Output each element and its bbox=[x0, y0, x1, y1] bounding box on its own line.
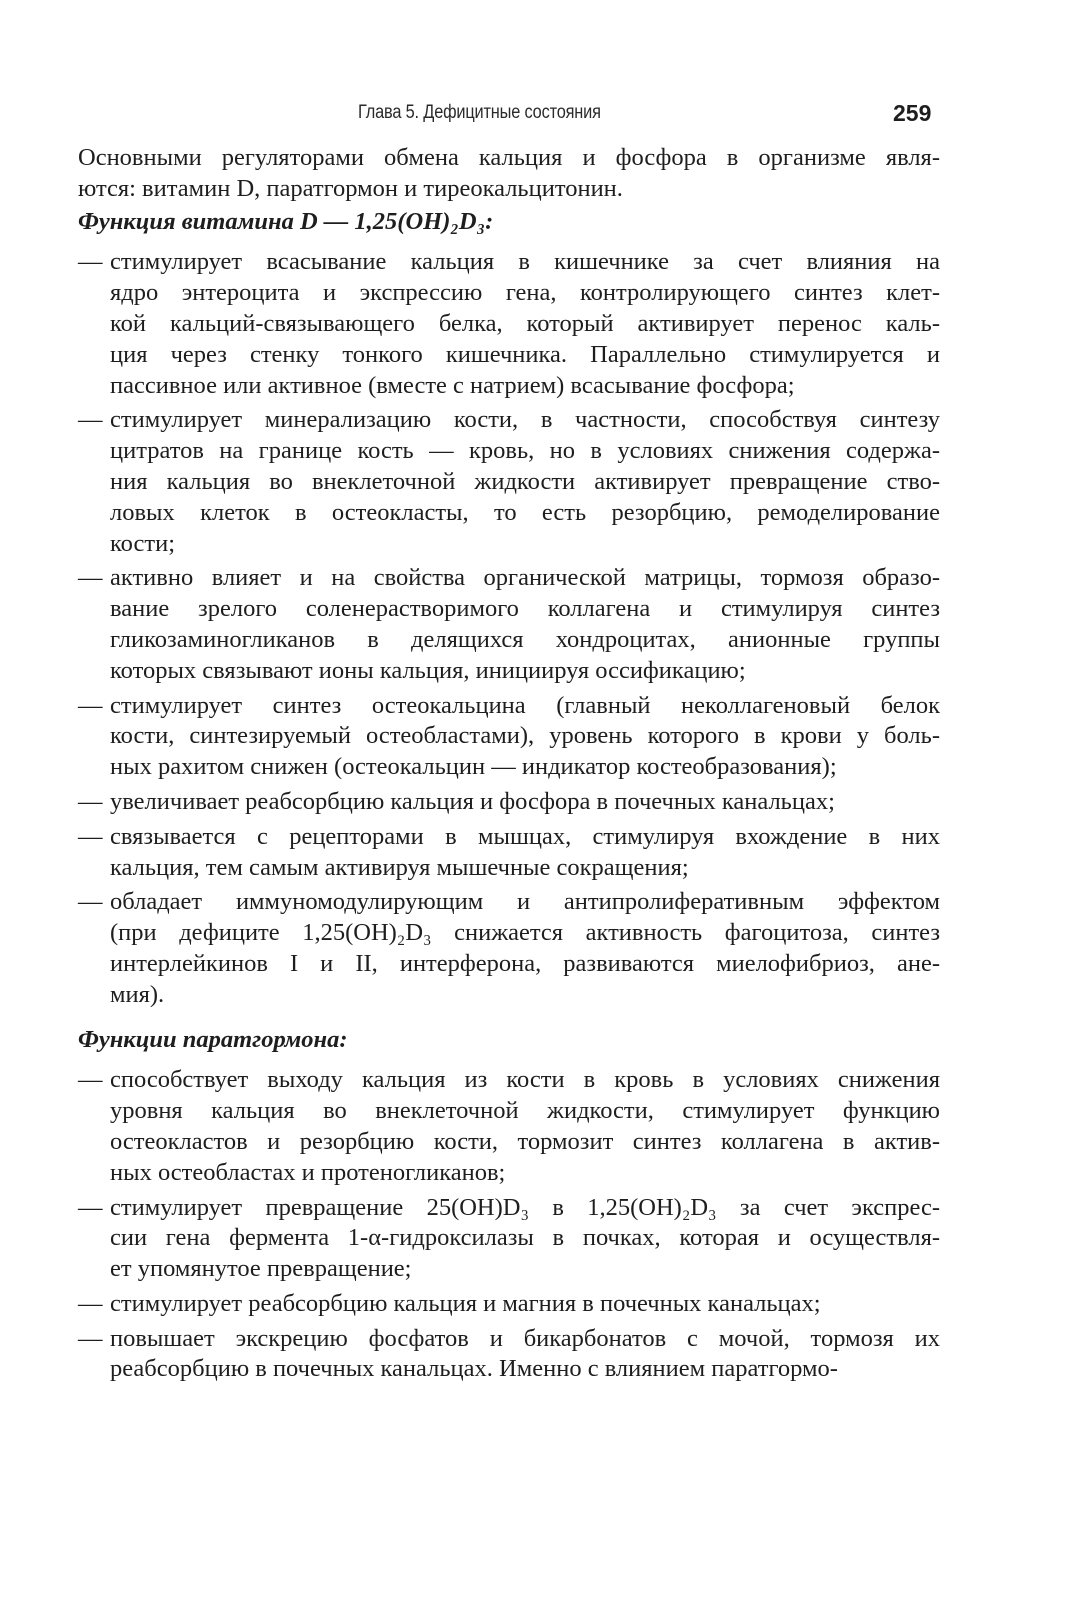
list-item-line: сии гена фермента 1-α-гидроксилазы в почках, которая и осуществля- bbox=[110, 1224, 940, 1252]
list-item bbox=[78, 1324, 940, 1386]
list-item bbox=[78, 1065, 940, 1188]
list-item-line: мия). bbox=[110, 980, 165, 1008]
vitamin-d-functions-list bbox=[78, 247, 940, 1010]
list-item-line: уровня кальция во внеклеточной жидкости, стимулирует функцию bbox=[110, 1097, 940, 1125]
section-heading-parathormone: Функции паратгормона: bbox=[78, 1025, 348, 1053]
list-item-line: остеокластов и резорбцию кости, тормозит синтез коллагена в актив- bbox=[110, 1127, 940, 1155]
page-number: 259 bbox=[893, 100, 932, 126]
list-item-line: кой кальций-связывающего белка, который активирует перенос каль- bbox=[110, 309, 940, 337]
list-item-line: — стимулирует всасывание кальция в кишечнике за счет влияния на bbox=[110, 248, 940, 276]
list-item-line: ных рахитом снижен (остеокальцин — индикатор костеобразования); bbox=[110, 753, 837, 781]
section-heading-vitamin-d: Функция витамина D — 1,25(ОН)₂D₃: bbox=[78, 207, 494, 235]
list-item bbox=[78, 787, 940, 818]
list-item-line: ядро энтероцита и экспрессию гена, контролирующего синтез клет- bbox=[110, 279, 940, 307]
list-item-line: ных остеобластах и протеногликанов; bbox=[110, 1158, 506, 1186]
list-item-line: — способствует выходу кальция из кости в кровь в условиях снижения bbox=[110, 1066, 940, 1094]
list-item-line: реабсорбцию в почечных канальцах. Именно с влиянием паратгормо- bbox=[110, 1355, 838, 1383]
list-item-line: пассивное или активное (вместе с натрием) всасывание фосфора; bbox=[110, 371, 795, 399]
running-header bbox=[0, 100, 1073, 130]
list-item-line: — стимулирует минерализацию кости, в частности, способствуя синтезу bbox=[110, 406, 940, 434]
list-item bbox=[78, 887, 940, 1010]
list-item-line: которых связывают ионы кальция, инициируя оссификацию; bbox=[110, 656, 746, 684]
list-item-line: вание зрелого соленерастворимого коллагена и стимулируя синтез bbox=[110, 595, 940, 623]
list-item-line: интерлейкинов I и II, интерферона, развиваются миелофибриоз, ане- bbox=[110, 949, 940, 977]
list-item bbox=[78, 405, 940, 559]
list-item-line: — активно влияет и на свойства органической матрицы, тормозя образо- bbox=[110, 564, 940, 592]
list-item-line: кальция, тем самым активируя мышечные сокращения; bbox=[110, 853, 689, 881]
list-item bbox=[78, 1289, 940, 1320]
list-item-line: — увеличивает реабсорбцию кальция и фосфора в почечных канальцах; bbox=[110, 787, 835, 815]
list-item-line: — стимулирует синтез остеокальцина (главный неколлагеновый белок bbox=[110, 691, 940, 719]
list-item-line: (при дефиците 1,25(OH)₂D₃ снижается активность фагоцитоза, синтез bbox=[110, 919, 940, 947]
chapter-title: Глава 5. Дефицитные состояния bbox=[358, 102, 601, 123]
intro-line: ются: витамин D, паратгормон и тиреокальцитонин. bbox=[78, 174, 623, 202]
list-item-line: кости; bbox=[110, 529, 176, 557]
list-item-line: кости, синтезируемый остеобластами), уровень которого в крови у боль- bbox=[110, 722, 940, 750]
body-text bbox=[78, 143, 940, 1389]
list-item-line: ловых клеток в остеокласты, то есть резорбцию, ремоделирование bbox=[110, 498, 940, 526]
list-item-line: гликозаминогликанов в делящихся хондроцитах, анионные группы bbox=[110, 625, 940, 653]
list-item bbox=[78, 1193, 940, 1285]
list-item bbox=[78, 563, 940, 686]
list-item bbox=[78, 822, 940, 884]
list-item-line: ция через стенку тонкого кишечника. Параллельно стимулируется и bbox=[110, 340, 940, 368]
list-item-line: — связывается с рецепторами в мышцах, стимулируя вхождение в них bbox=[110, 822, 940, 850]
list-item-line: — стимулирует превращение 25(OH)D₃ в 1,25(OH)₂D₃ за счет экспрес- bbox=[110, 1193, 940, 1221]
list-item-line: ния кальция во внеклеточной жидкости активирует превращение ство- bbox=[110, 467, 940, 495]
parathormone-functions-list bbox=[78, 1065, 940, 1385]
list-item-line: ет упомянутое превращение; bbox=[110, 1255, 412, 1283]
list-item-line: — повышает экскрецию фосфатов и бикарбонатов с мочой, тормозя их bbox=[110, 1324, 940, 1352]
list-item-line: — обладает иммуномодулирующим и антипролиферативным эффектом bbox=[110, 888, 940, 916]
list-item bbox=[78, 691, 940, 783]
list-item bbox=[78, 247, 940, 401]
list-item-line: — стимулирует реабсорбцию кальция и магния в почечных канальцах; bbox=[110, 1289, 821, 1317]
intro-line: Основными регуляторами обмена кальция и фосфора в организме явля- bbox=[78, 144, 940, 171]
intro-paragraph bbox=[78, 143, 940, 205]
list-item-line: цитратов на границе кость — кровь, но в условиях снижения содержа- bbox=[110, 437, 940, 465]
